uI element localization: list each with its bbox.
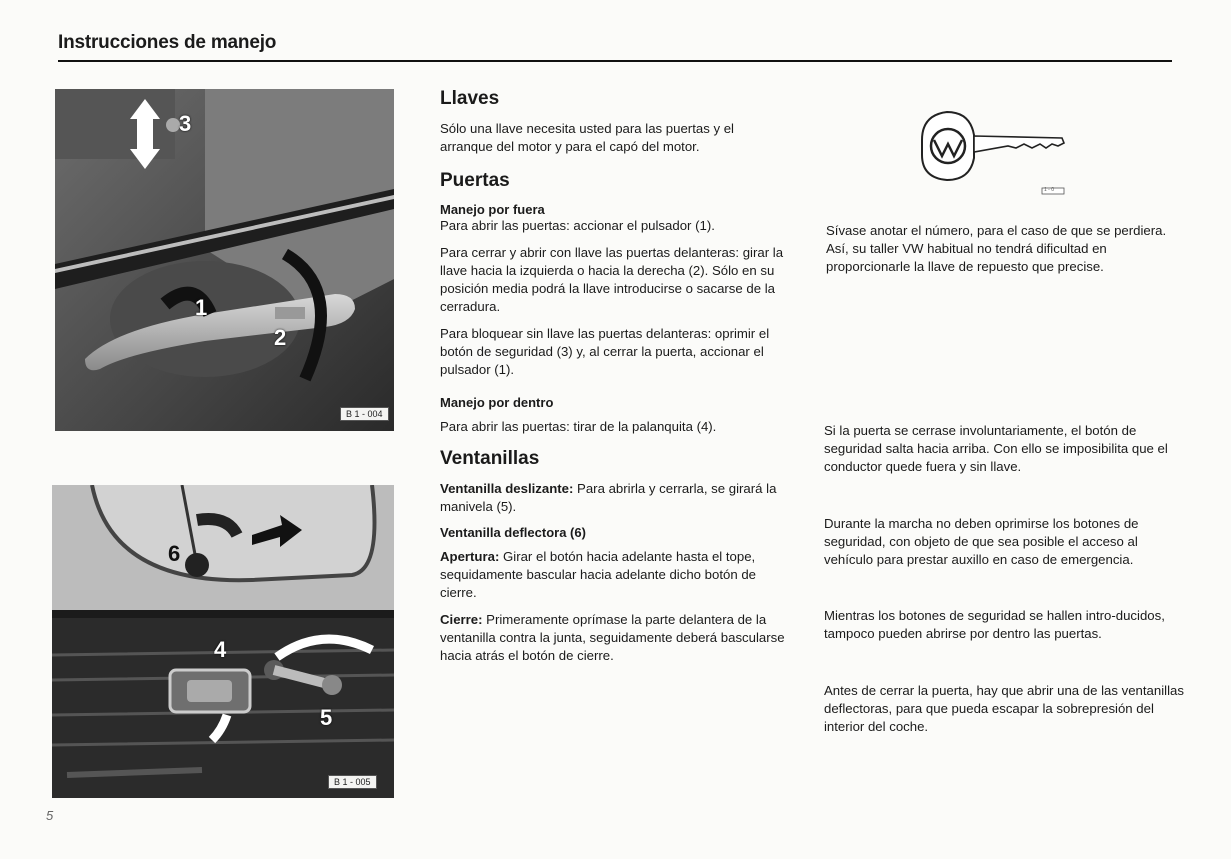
key-illustration — [912, 100, 1072, 200]
key-brand — [912, 100, 914, 101]
figure-code: B 1 - 004 — [340, 407, 389, 421]
exterior-door-illustration — [55, 89, 394, 431]
right-para-3: Mientras los botones de seguridad se hallen intro-ducidos, tampoco pueden abrirse por dentro las puertas. — [824, 608, 1165, 641]
figure-code: B 1 - 005 — [328, 775, 377, 789]
cierre-label: Cierre: — [440, 612, 483, 627]
key-figure — [912, 100, 1072, 200]
ventanilla-deslizante-body: Para abrirla y cerrarla, se girará la manivela (5). — [440, 481, 777, 514]
page-number: 5 — [46, 808, 54, 823]
ventanilla-deslizante-text — [440, 480, 790, 516]
page-title: Instrucciones de manejo — [58, 32, 277, 53]
puertas-fuera-p1: Para abrir las puertas: accionar el pulsador (1). — [440, 218, 715, 233]
subheading-manejo-por-fuera: Manejo por fuera — [440, 202, 545, 217]
right-para-4: Antes de cerrar la puerta, hay que abrir una de las ventanillas deflectoras, para que pueda escapar la sobrepresión del interior del coche. — [824, 683, 1184, 734]
section-heading-ventanillas: Ventanillas — [440, 448, 540, 469]
cierre-body: Primeramente oprímase la parte delantera de la ventanilla contra la junta, seguidamente deberá bascularse hacia atrás el botón de cierre. — [440, 612, 785, 663]
callout-5: 5 — [320, 705, 333, 730]
right-para-2: Durante la marcha no deben oprimirse los botones de seguridad, con objeto de que sea posible el acceso al vehículo para prestar auxillo en caso de emergencia. — [824, 516, 1139, 567]
section-heading-puertas: Puertas — [440, 170, 510, 191]
interior-door-photo — [52, 485, 394, 798]
apertura-text — [440, 548, 790, 602]
right-para-1: Si la puerta se cerrase involuntariamente, el botón de seguridad salta hacia arriba. Con ello se imposibilita que el conductor quede fuera y sin llave. — [824, 423, 1168, 474]
middle-column — [440, 88, 790, 665]
cierre-text — [440, 611, 790, 665]
callout-3: 3 — [179, 111, 192, 136]
callout-1: 1 — [195, 295, 208, 320]
header-rule — [58, 60, 1172, 62]
key-number-note: Sívase anotar el número, para el caso de que se perdiera. Así, su taller VW habitual no tendrá dificultad en proporcionarle la llave de repuesto que precise. — [826, 223, 1167, 274]
callout-6: 6 — [168, 541, 181, 566]
apertura-body: Girar el botón hacia adelante hasta el tope, sequidamente bascular hacia adelante dicho botón de cierre. — [440, 549, 756, 600]
llaves-text: Sólo una llave necesita usted para las puertas y el arranque del motor y para el capó del motor. — [440, 121, 734, 154]
apertura-label: Apertura: — [440, 549, 500, 564]
subheading-ventanilla-deflectora: Ventanilla deflectora (6) — [440, 525, 586, 540]
section-heading-llaves: Llaves — [440, 88, 500, 109]
callout-4: 4 — [214, 637, 227, 662]
callout-2: 2 — [274, 325, 287, 350]
ventanilla-deslizante-label: Ventanilla deslizante: — [440, 481, 574, 496]
exterior-door-photo — [55, 89, 394, 431]
puertas-fuera-p3: Para bloquear sin llave las puertas delanteras: oprimir el botón de seguridad (3) y, al cerrar la puerta, accionar el pulsador (1). — [440, 326, 770, 377]
subheading-manejo-por-dentro: Manejo por dentro — [440, 395, 554, 410]
key-tag: 1 - 0 — [1044, 187, 1055, 193]
puertas-fuera-p2: Para cerrar y abrir con llave las puertas delanteras: girar la llave hacia la izquierda o hacia la derecha (2). Sólo en su posición media podrá la llave introducirse o sacarse de la cerradura. — [440, 245, 784, 314]
puertas-dentro-p1: Para abrir las puertas: tirar de la palanquita (4). — [440, 419, 717, 434]
